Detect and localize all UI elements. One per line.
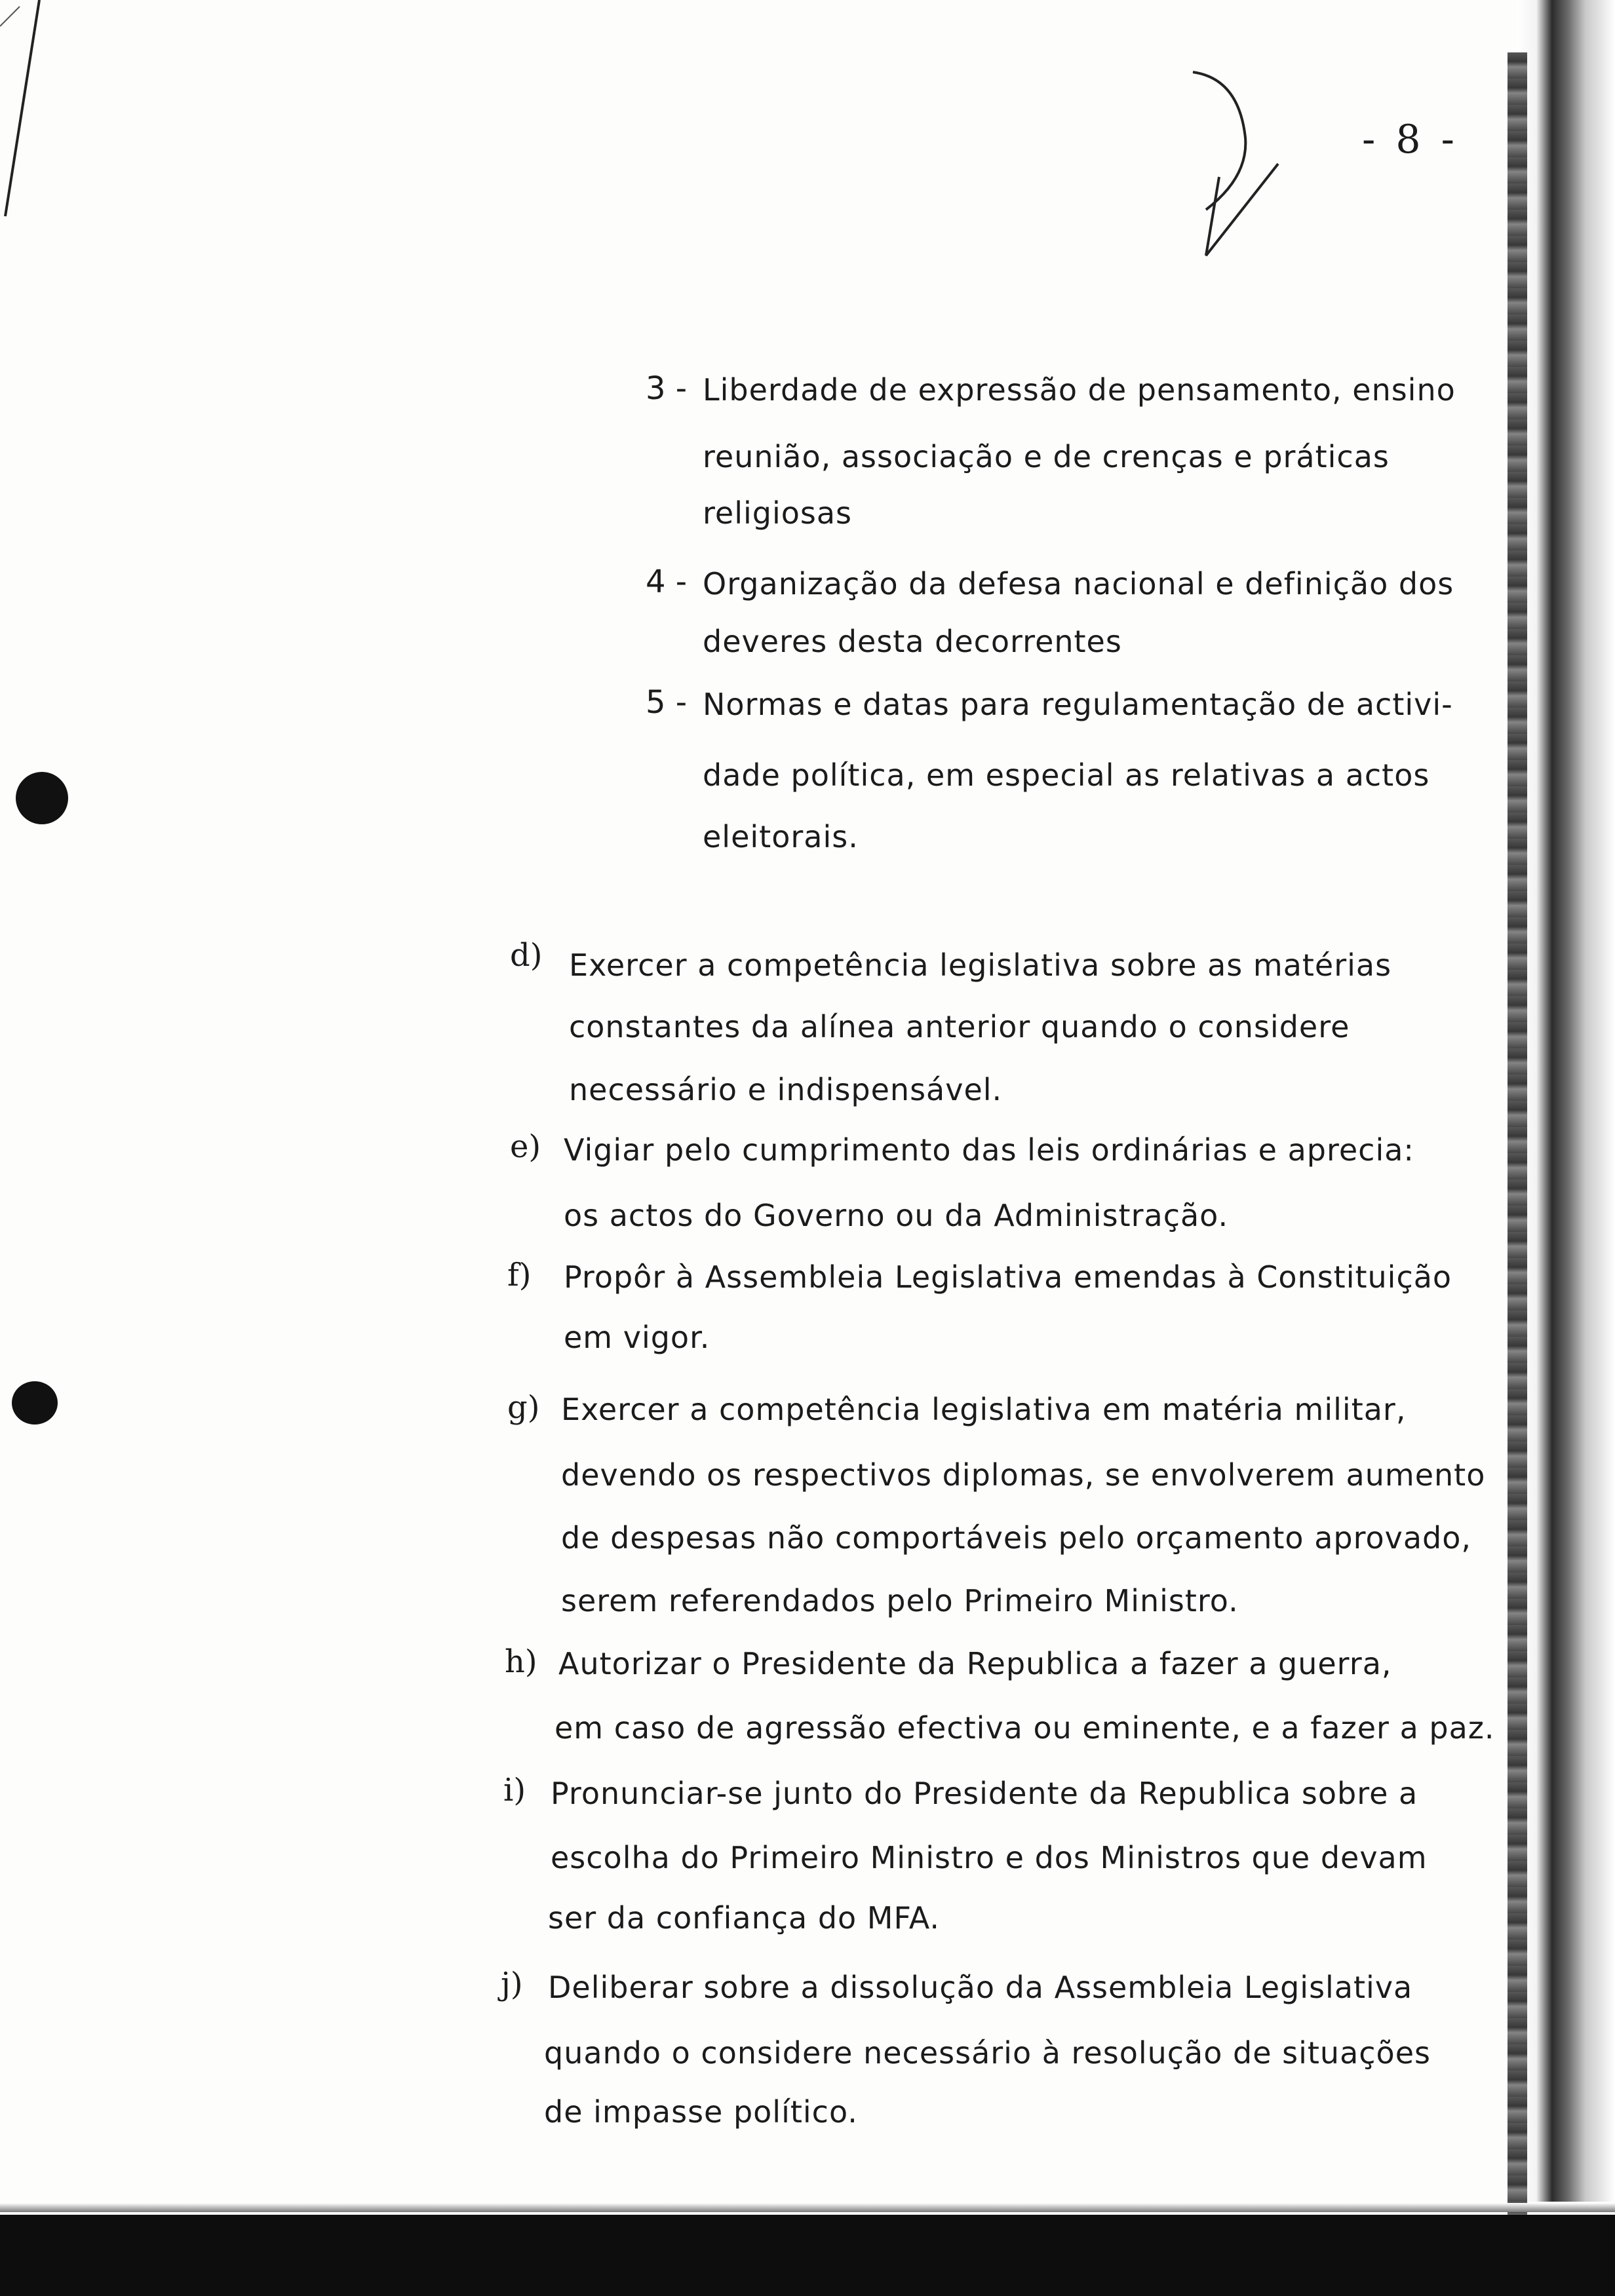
item-line: Pronunciar-se junto do Presidente da Republica sobre a <box>551 1776 1418 1811</box>
item-line: religiosas <box>703 495 853 531</box>
scan-bottom-edge-line <box>0 2203 1615 2212</box>
item-line: de impasse político. <box>544 2094 858 2130</box>
item-line: quando o considere necessário à resolução de situações <box>544 2035 1431 2071</box>
item-line: devendo os respectivos diplomas, se envolverem aumento <box>561 1457 1486 1493</box>
item-number: 3 - <box>646 370 688 407</box>
item-letter: i) <box>503 1772 526 1808</box>
scan-right-edge-strip <box>1508 52 1527 2215</box>
punch-hole-top <box>16 772 68 824</box>
page-number: - 8 - <box>1362 117 1458 163</box>
item-line: ser da confiança do MFA. <box>548 1900 940 1936</box>
item-line: de despesas não comportáveis pelo orçamento aprovado, <box>561 1520 1471 1556</box>
scan-right-edge <box>1517 0 1615 2202</box>
item-number: 5 - <box>646 684 688 721</box>
item-line: Liberdade de expressão de pensamento, ensino <box>703 372 1456 408</box>
item-line: dade política, em especial as relativas a actos <box>703 757 1430 793</box>
item-letter: g) <box>507 1389 540 1426</box>
item-line: Vigiar pelo cumprimento das leis ordinárias e aprecia: <box>564 1132 1414 1168</box>
item-letter: f) <box>507 1257 532 1293</box>
item-line: em caso de agressão efectiva ou eminente, e a fazer a paz. <box>555 1710 1495 1746</box>
item-letter: j) <box>501 1966 523 2002</box>
item-line: constantes da alínea anterior quando o considere <box>569 1009 1350 1044</box>
item-letter: h) <box>505 1643 537 1680</box>
item-line: Organização da defesa nacional e definição dos <box>703 566 1454 602</box>
item-line: eleitorais. <box>703 819 859 854</box>
item-line: deveres desta decorrentes <box>703 624 1122 659</box>
item-line: Propôr à Assembleia Legislativa emendas à Constituição <box>564 1259 1452 1295</box>
handwritten-mark <box>1180 59 1311 269</box>
item-line: Normas e datas para regulamentação de activi- <box>703 687 1453 722</box>
item-letter: d) <box>510 937 543 974</box>
item-line: Exercer a competência legislativa em matéria militar, <box>561 1392 1407 1427</box>
item-line: em vigor. <box>564 1320 710 1355</box>
scan-bottom-band <box>0 2215 1615 2296</box>
top-left-scan-mark <box>0 0 79 223</box>
punch-hole-bottom <box>12 1381 58 1425</box>
item-number: 4 - <box>646 564 688 600</box>
item-line: reunião, associação e de crenças e práticas <box>703 439 1390 474</box>
item-line: os actos do Governo ou da Administração. <box>564 1198 1229 1233</box>
item-line: Deliberar sobre a dissolução da Assembleia Legislativa <box>548 1970 1413 2005</box>
item-line: Autorizar o Presidente da Republica a fazer a guerra, <box>558 1646 1392 1681</box>
item-letter: e) <box>510 1128 541 1165</box>
item-line: serem referendados pelo Primeiro Ministro. <box>561 1583 1239 1618</box>
item-line: Exercer a competência legislativa sobre as matérias <box>569 947 1392 983</box>
item-line: escolha do Primeiro Ministro e dos Ministros que devam <box>551 1840 1428 1875</box>
item-line: necessário e indispensável. <box>569 1072 1003 1107</box>
